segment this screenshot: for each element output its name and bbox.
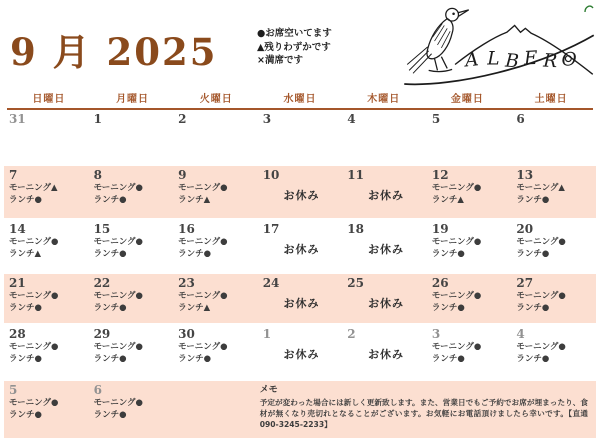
date-number: 15 [93, 222, 111, 236]
date-number: 2 [347, 327, 356, 341]
calendar-grid [4, 110, 596, 440]
day-cell-13 [511, 166, 596, 218]
week-row [4, 220, 596, 271]
closed-label: お休み [283, 243, 320, 256]
availability-entry: ランチ● [93, 353, 127, 364]
day-cell-1 [89, 110, 174, 163]
bird-icon [407, 8, 469, 73]
day-cell-23 [173, 274, 258, 323]
weekday-thursday: 木曜日 [367, 94, 401, 105]
date-number: 8 [93, 168, 102, 182]
date-number: 5 [431, 112, 441, 126]
date-number: 27 [516, 276, 534, 290]
closed-label: お休み [368, 297, 405, 310]
day-cell-28 [4, 325, 89, 378]
availability-entry: モーニング● [93, 342, 143, 352]
week-row [4, 271, 596, 325]
memo-text: 予定が変わった場合には新しく更新致します。また、営業日でもご予約でお席が埋まったり、食材が無くなり売切れとなることがございます。お気軽にお電話頂けましたら幸いです。【直通090-3245-2233】 [259, 398, 588, 429]
logo-letter: O [561, 49, 577, 71]
date-number: 16 [178, 222, 195, 236]
weekday-friday: 金曜日 [450, 94, 484, 105]
availability-entry: モーニング● [431, 291, 482, 301]
day-cell-27 [511, 274, 596, 323]
day-cell-24 [258, 274, 343, 323]
availability-entry: ランチ● [431, 248, 465, 259]
date-number: 24 [262, 276, 280, 290]
day-cell-1 [258, 325, 343, 378]
week-row [4, 163, 596, 220]
legend-item-few-left: ▲残りわずかです [257, 41, 331, 53]
date-number: 4 [347, 112, 356, 126]
day-cell-3 [427, 325, 512, 378]
availability-entry: ランチ● [516, 353, 550, 364]
day-cell-17 [258, 220, 343, 271]
closed-label: お休み [368, 189, 405, 202]
memo-block [258, 381, 596, 438]
legend-item-available: ●お席空いてます [257, 28, 332, 39]
weekday-tuesday: 火曜日 [199, 94, 233, 105]
date-number: 22 [93, 276, 111, 290]
date-number: 7 [9, 168, 18, 182]
logo-letter: E [523, 47, 539, 70]
day-cell-10 [258, 166, 343, 218]
availability-entry: モーニング● [516, 291, 566, 301]
availability-entry: モーニング● [178, 291, 228, 301]
week-row [4, 110, 596, 163]
page-title: 9 月 2025 [10, 30, 218, 74]
date-number: 29 [93, 327, 111, 341]
date-number: 13 [516, 168, 534, 182]
closed-label: お休み [368, 348, 405, 361]
day-cell-4 [342, 110, 427, 163]
weekday-monday: 月曜日 [116, 94, 150, 105]
logo-letter: L [487, 48, 500, 70]
day-cell-6 [89, 381, 174, 438]
date-number: 18 [347, 222, 364, 236]
closed-label: お休み [283, 297, 320, 310]
weekday-header-row [7, 88, 593, 110]
availability-entry: モーニング● [178, 342, 228, 352]
availability-entry: ランチ● [93, 302, 127, 313]
availability-entry: モーニング● [431, 183, 482, 193]
availability-entry: モーニング● [178, 237, 228, 247]
day-cell-11 [342, 166, 427, 218]
day-cell-5 [4, 381, 89, 438]
day-cell-18 [342, 220, 427, 271]
availability-entry: モーニング● [93, 237, 143, 247]
legend-item-full: ×満席です [257, 55, 303, 66]
availability-entry: モーニング● [9, 237, 59, 247]
day-cell-30 [173, 325, 258, 378]
date-number: 20 [516, 222, 534, 236]
availability-entry: モーニング● [516, 342, 566, 352]
logo-letter: R [542, 50, 558, 73]
day-cell-20 [511, 220, 596, 271]
date-number: 1 [93, 112, 102, 126]
logo-letter: B [504, 50, 520, 73]
date-number: 17 [262, 222, 280, 236]
date-number: 11 [347, 168, 364, 182]
day-cell-9 [173, 166, 258, 218]
green-pen-mark [584, 4, 594, 14]
availability-entry: ランチ● [93, 194, 127, 205]
date-number: 23 [178, 276, 195, 290]
availability-entry: ランチ● [9, 353, 42, 364]
availability-entry: ランチ▲ [9, 248, 42, 259]
date-number: 6 [93, 383, 102, 397]
day-cell-22 [89, 274, 174, 323]
date-number: 31 [9, 112, 26, 126]
availability-entry: モーニング● [9, 291, 59, 301]
legend [257, 27, 332, 68]
availability-entry: モーニング● [93, 291, 143, 301]
availability-entry: ランチ▲ [178, 302, 211, 313]
availability-entry: モーニング● [431, 342, 482, 352]
weekday-wednesday: 水曜日 [283, 94, 317, 105]
date-number: 25 [347, 276, 364, 290]
weekday-sunday: 日曜日 [32, 94, 66, 105]
availability-entry: ランチ● [93, 248, 127, 259]
date-number: 3 [262, 112, 272, 126]
weekday-saturday: 土曜日 [534, 94, 568, 105]
closed-label: お休み [283, 348, 320, 361]
week-row [4, 325, 596, 378]
logo-letter: A [464, 49, 480, 72]
availability-entry: モーニング● [9, 398, 59, 408]
availability-entry: ランチ● [9, 302, 42, 313]
day-cell-2 [342, 325, 427, 378]
availability-entry: ランチ● [431, 353, 465, 364]
availability-entry: モーニング● [516, 237, 566, 247]
date-number: 1 [262, 327, 272, 341]
availability-entry: モーニング▲ [9, 183, 58, 193]
date-number: 14 [9, 222, 26, 236]
date-number: 19 [431, 222, 449, 236]
availability-entry: ランチ● [178, 353, 212, 364]
closed-label: お休み [368, 243, 405, 256]
date-number: 10 [262, 168, 280, 182]
date-number: 21 [9, 276, 26, 290]
day-cell-19 [427, 220, 512, 271]
day-cell-15 [89, 220, 174, 271]
day-cell-6 [511, 110, 596, 163]
day-cell-2 [173, 110, 258, 163]
date-number: 30 [178, 327, 195, 341]
date-number: 12 [431, 168, 449, 182]
day-cell-25 [342, 274, 427, 323]
availability-entry: ランチ● [9, 194, 42, 205]
date-number: 3 [431, 327, 441, 341]
availability-entry: モーニング● [431, 237, 482, 247]
availability-entry: ランチ● [93, 409, 127, 420]
day-cell-31 [4, 110, 89, 163]
availability-entry: ランチ● [516, 302, 550, 313]
day-cell-14 [4, 220, 89, 271]
day-cell-7 [4, 166, 89, 218]
date-number: 4 [516, 327, 525, 341]
day-cell-16 [173, 220, 258, 271]
day-cell-5 [427, 110, 512, 163]
availability-entry: ランチ● [516, 248, 550, 259]
day-cell-26 [427, 274, 512, 323]
availability-entry: モーニング● [178, 183, 228, 193]
week-row [4, 378, 596, 440]
date-number: 5 [9, 383, 18, 397]
availability-entry: ランチ● [9, 409, 42, 420]
availability-entry: ランチ● [178, 248, 212, 259]
availability-entry: モーニング● [93, 183, 143, 193]
availability-entry: モーニング▲ [516, 183, 565, 193]
day-cell-21 [4, 274, 89, 323]
header [0, 0, 600, 88]
availability-entry: モーニング● [9, 342, 59, 352]
date-number: 26 [431, 276, 449, 290]
day-cell-29 [89, 325, 174, 378]
availability-entry: モーニング● [93, 398, 143, 408]
date-number: 6 [516, 112, 525, 126]
memo-label: メモ [259, 385, 278, 395]
availability-entry: ランチ▲ [431, 194, 464, 205]
availability-entry: ランチ● [431, 302, 465, 313]
availability-entry: ランチ▲ [178, 194, 211, 205]
albero-logo [400, 2, 598, 86]
day-cell-8 [89, 166, 174, 218]
day-cell-4 [511, 325, 596, 378]
date-number: 2 [178, 112, 187, 126]
date-number: 28 [9, 327, 26, 341]
closed-label: お休み [283, 189, 320, 202]
day-cell-12 [427, 166, 512, 218]
day-cell-3 [258, 110, 343, 163]
availability-entry: ランチ● [516, 194, 550, 205]
date-number: 9 [178, 168, 187, 182]
